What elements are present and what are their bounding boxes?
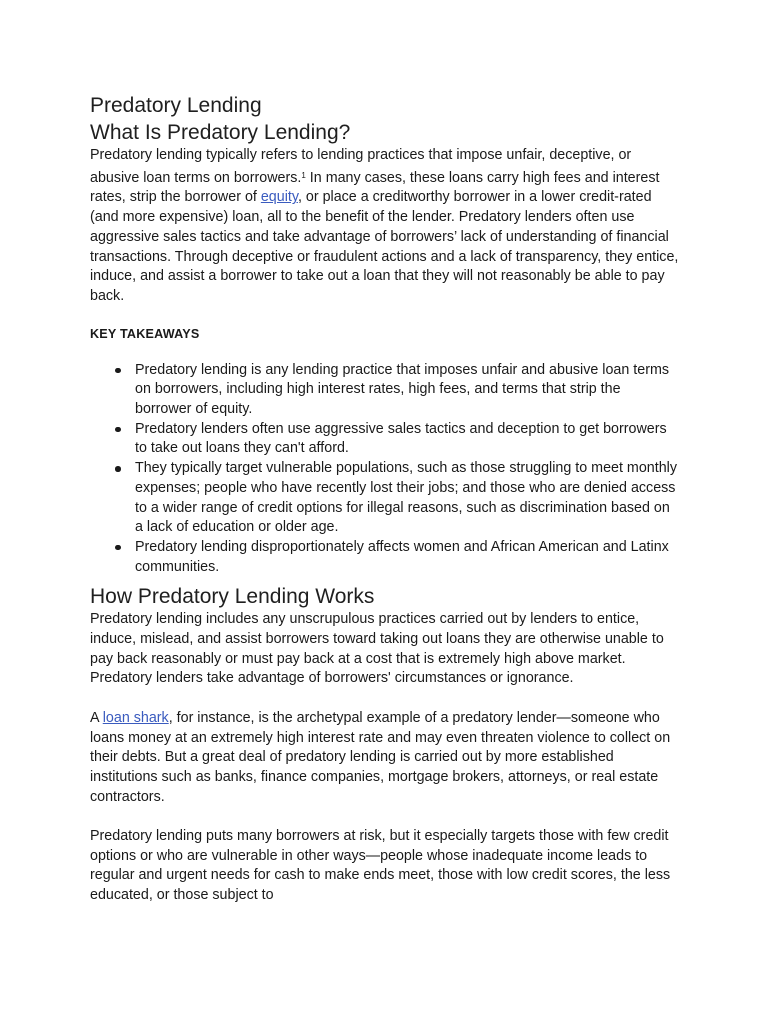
list-item: Predatory lending is any lending practice that imposes unfair and abusive loan terms on borrowers, including high interest rates, high fees, and terms that strip the borrower of equity. bbox=[135, 361, 680, 420]
how-paragraph-2 bbox=[90, 709, 680, 808]
section-heading-how-it-works: How Predatory Lending Works bbox=[90, 585, 375, 609]
intro-text-3: , or place a creditworthy borrower in a lower credit-rated (and more expensive) loan, all to the benefit of the lender. Predatory lenders often use aggressive sales tactics and take advantage of borrowers’ lack of understanding of financial transactions. Through deceptive or fraudulent actions and a lack of transparency, they entice, induce, and assist a borrower to take out a loan that they will not reasonably be able to pay back. bbox=[90, 189, 679, 304]
list-item: Predatory lending disproportionately affects women and African American and Latinx communities. bbox=[135, 538, 680, 577]
p2-prefix: A bbox=[90, 709, 103, 726]
page-title: Predatory Lending bbox=[90, 94, 262, 117]
key-takeaways-heading: KEY TAKEAWAYS bbox=[90, 326, 200, 341]
list-item: They typically target vulnerable populations, such as those struggling to meet monthly expenses; people who have recently lost their jobs; and those who are denied access to a wider range of credit options for illegal reasons, such as discrimination based on a lack of education or older age. bbox=[135, 459, 680, 538]
intro-paragraph bbox=[90, 146, 680, 307]
equity-link[interactable]: equity bbox=[260, 189, 298, 206]
how-paragraph-1: Predatory lending includes any unscrupulous practices carried out by lenders to entice, induce, mislead, and assist borrowers toward taking out loans they are otherwise unable to pay back reasonably or must pay back at a cost that is extremely high above market. Predatory lenders take advantage of borrowers' circumstances or ignorance. bbox=[90, 611, 664, 687]
loan-shark-link[interactable]: loan shark bbox=[102, 709, 169, 726]
how-paragraph-3: Predatory lending puts many borrowers at risk, but it especially targets those with few credit options or who are vulnerable in other ways—people whose inadequate income leads to regular and urgent needs for cash to make ends meet, those with low credit scores, the less educated, or those subject to bbox=[90, 828, 671, 904]
intro-text-1: Predatory lending typically refers to lending practices that impose unfair, deceptive, or abusive loan terms on borrowers. bbox=[90, 147, 632, 186]
footnote-marker[interactable]: 1 bbox=[301, 170, 306, 180]
section-heading-what-is: What Is Predatory Lending? bbox=[90, 121, 351, 144]
p2-rest: , for instance, is the archetypal example of a predatory lender—someone who loans money at an extremely high interest rate and may even threaten violence to collect on their debts. But a great deal of predatory lending is carried out by more established institutions such as banks, finance companies, mortgage brokers, attorneys, or real estate contractors. bbox=[90, 709, 671, 805]
list-item: Predatory lenders often use aggressive sales tactics and deception to get borrowers to take out loans they can't afford. bbox=[135, 420, 680, 459]
document-page bbox=[90, 92, 680, 906]
key-takeaways-list bbox=[90, 361, 680, 578]
intro-text-2: In many cases, these loans carry high fees and interest rates, strip the borrower of bbox=[90, 169, 660, 206]
